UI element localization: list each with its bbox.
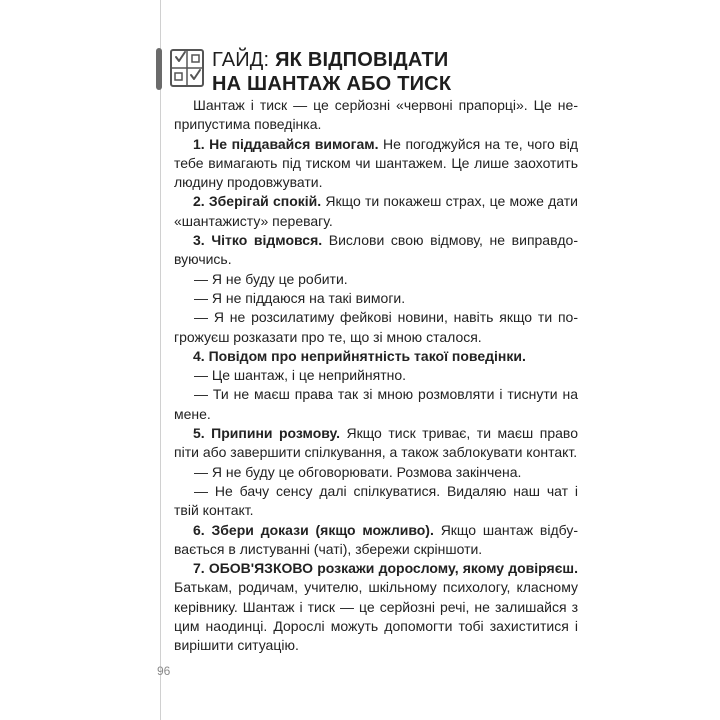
step-7 [174,559,578,655]
step-7-heading: 7. ОБОВ'ЯЗКОВО розкажи дорослому, якому довіряєш. [193,560,578,577]
title-line-1: ЯК ВІДПОВІДАТИ [275,49,449,71]
title-prefix: ГАЙД: [212,49,276,71]
step-4-example: — Це шантаж, і це неприйнятно. [194,367,407,384]
guide-title [212,48,552,96]
step-3-example: — Я не буду це робити. [194,270,348,287]
step-3-heading: 3. Чітко відмовся. [193,232,323,249]
step-3-example: — Я не розсилатиму фейкові новини, навіть якщо ти погрожуєш розказати про те, що зі мною сталося. [174,309,578,345]
step-5-text: Якщо тиск триває, ти маєш право піти або завершити спілкування, а також заблокувати контакт. [174,425,579,461]
step-5-example: — Я не буду це обговорювати. Розмова закінчена. [194,463,522,480]
step-2-heading: 2. Зберігай спокій. [193,193,322,210]
step-1-heading: 1. Не піддавайся вимогам. [193,135,379,152]
step-5-heading: 5. Припини розмову. [193,425,340,442]
step-3 [174,231,578,270]
step-3-example: — Я не піддаюся на такі вимоги. [194,289,406,306]
step-2-text: Якщо ти покажеш страх, це може дати «шантажисту» перевагу. [174,193,578,229]
step-5-example: — Не бачу сенсу далі спілкуватися. Видаляю наш чат і твій контакт. [174,482,578,519]
step-1 [174,135,578,193]
step-5 [174,424,578,463]
checklist-icon [169,46,205,88]
step-2 [174,192,578,231]
step-6 [174,521,578,560]
step-4-heading: 4. Повідом про неприйнятність такої поведінки. [193,347,526,364]
step-1-text: Не погоджуйся на те, чого від тебе вимагають під тиском чи шантажем. Це лише заохотить людину продовжувати. [174,135,578,191]
step-7-text: Батькам, родичам, учителю, шкільному психологу, класному керівнику. Шантаж і тиск — це серйозні речі, не залишайся з цим наодинці. Дорослі можуть допомогти тобі захиститися і вирішити ситуацію. [174,579,578,654]
step-4 [174,347,578,366]
title-line-2: НА ШАНТАЖ АБО ТИСК [212,73,452,95]
page-edge-line [160,0,161,720]
page-number: 96 [157,664,171,678]
step-6-heading: 6. Збери докази (якщо можливо). [193,521,434,538]
intro-paragraph: Шантаж і тиск — це серйозні «червоні прапорці». Це неприпустима поведінка. [174,97,578,133]
step-3-text: Вислови свою відмову, не виправдовуючись. [174,232,578,268]
step-4-example: — Ти не маєш права так зі мною розмовляти і тиснути на мене. [174,386,578,422]
step-6-text: Якщо шантаж відбувається в листуванні (чаті), збережи скріншоти. [174,521,578,557]
title-accent-bar [156,48,162,90]
guide-body [174,96,578,656]
